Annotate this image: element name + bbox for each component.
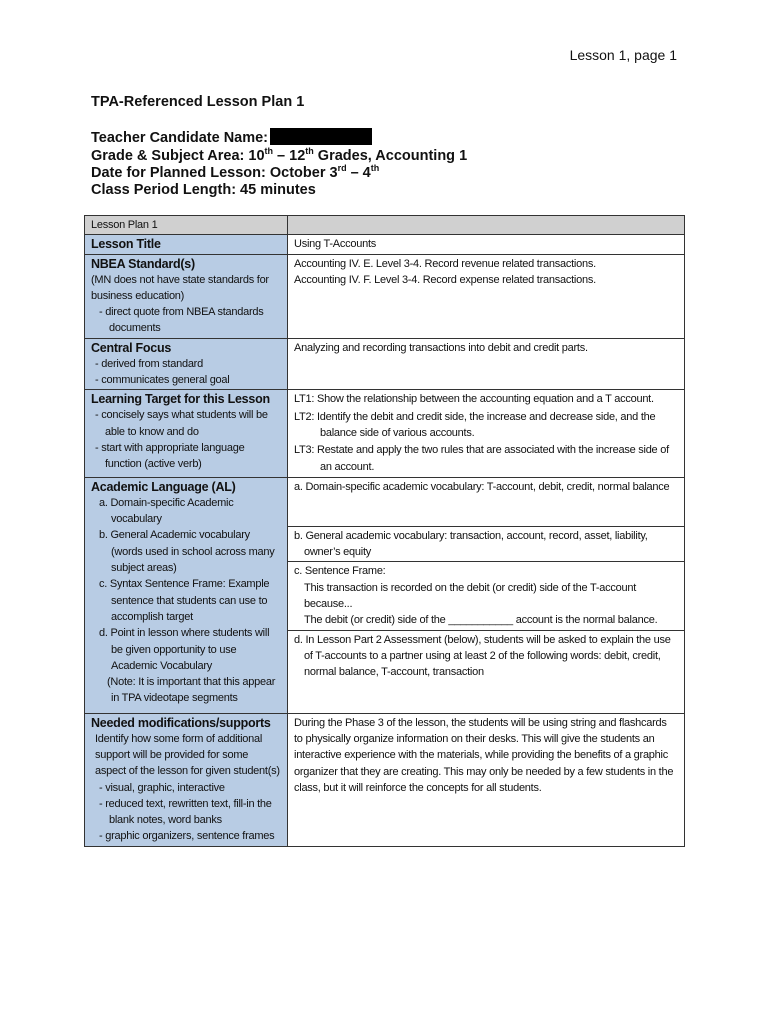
learning-target-lt2: LT2: Identify the debit and credit side, the increase and decrease side, and the balance side of various accounts.	[294, 410, 656, 439]
learning-target-values-cell	[288, 390, 685, 477]
date-line	[91, 163, 379, 181]
grade-sup-2: th	[305, 146, 314, 156]
nbea-note-2: - direct quote from NBEA standards documents	[99, 306, 264, 335]
grade-rest: Grades, Accounting 1	[313, 147, 468, 164]
modifications-note-1: - visual, graphic, interactive	[99, 781, 225, 794]
class-period-line: Class Period Length: 45 minutes	[91, 182, 316, 198]
central-focus-note-2: - communicates general goal	[95, 374, 230, 387]
al-answer-a-cell	[288, 477, 685, 526]
date-sup-1: rd	[337, 163, 347, 173]
grade-sup-1: th	[264, 146, 274, 156]
modifications-label: Needed modifications/supports	[91, 715, 271, 730]
table-header-label: Lesson Plan 1	[85, 216, 288, 235]
lesson-title-label-cell	[85, 235, 288, 254]
lesson-title-label: Lesson Title	[91, 237, 161, 252]
academic-language-label-cell	[85, 477, 288, 713]
al-answer-a: a. Domain-specific academic vocabulary: T-account, debit, credit, normal balance	[294, 480, 670, 493]
al-note-c: c. Syntax Sentence Frame: Example sentence that students can use to accomplish target	[99, 578, 270, 623]
al-answer-d: d. In Lesson Part 2 Assessment (below), students will be asked to explain the use of T-accounts to a partner using at least 2 of the following words: debit, credit, normal balance, T-account, transaction	[294, 633, 671, 679]
table-header-blank	[288, 216, 685, 235]
date-mid: – 4	[346, 164, 371, 181]
nbea-row	[85, 254, 685, 338]
nbea-label-cell	[85, 254, 288, 338]
page-number: Lesson 1, page 1	[569, 47, 677, 63]
nbea-value-2: Accounting IV. F. Level 3-4. Record expense related transactions.	[294, 273, 596, 286]
lesson-title-value: Using T-Accounts	[288, 235, 685, 254]
central-focus-label-cell	[85, 338, 288, 390]
learning-target-note-2: - start with appropriate language function (active verb)	[95, 441, 245, 471]
al-note-a: a. Domain-specific Academic vocabulary	[99, 496, 234, 526]
nbea-values-cell	[288, 254, 685, 338]
modifications-note-3: - graphic organizers, sentence frames	[99, 830, 275, 843]
al-answer-b-cell	[288, 526, 685, 562]
learning-target-label: Learning Target for this Lesson	[91, 392, 270, 407]
teacher-name-label: Teacher Candidate Name:	[91, 130, 269, 146]
nbea-note-1: (MN does not have state standards for business education)	[91, 273, 269, 302]
al-sentence-frame-2: The debit (or credit) side of the ___________ account is the normal balance.	[304, 614, 658, 627]
al-note-videotape: (Note: It is important that this appear in TPA videotape segments	[107, 676, 276, 705]
learning-target-lt3: LT3: Restate and apply the two rules that are associated with the increase side of an account.	[294, 444, 669, 473]
grade-mid: – 12	[273, 147, 306, 164]
learning-target-row	[85, 390, 685, 477]
central-focus-label: Central Focus	[91, 340, 172, 355]
teacher-name-line	[91, 128, 372, 146]
learning-target-note-1: - concisely says what students will be able to know and do	[95, 409, 268, 438]
al-answer-b: b. General academic vocabulary: transaction, account, record, asset, liability, owner’s equity	[294, 529, 648, 559]
al-note-b: b. General Academic vocabulary (words used in school across many subject areas)	[99, 529, 275, 575]
nbea-value-1: Accounting IV. E. Level 3-4. Record revenue related transactions.	[294, 257, 596, 270]
date-label: Date for Planned Lesson: October 3	[91, 164, 338, 181]
date-sup-2: th	[370, 163, 380, 173]
al-sentence-frame-1: This transaction is recorded on the debit (or credit) side of the T-account because...	[304, 581, 637, 611]
learning-target-lt1: LT1: Show the relationship between the accounting equation and a T account.	[294, 393, 654, 406]
central-focus-value: Analyzing and recording transactions into debit and credit parts.	[288, 338, 685, 390]
al-note-d: d. Point in lesson where students will be given opportunity to use Academic Vocabulary	[99, 627, 270, 672]
modifications-row	[85, 713, 685, 846]
nbea-label: NBEA Standard(s)	[91, 256, 195, 271]
grade-subject-line	[91, 146, 467, 164]
al-answer-c-cell	[288, 562, 685, 630]
central-focus-row	[85, 338, 685, 390]
academic-language-label: Academic Language (AL)	[91, 479, 236, 494]
modifications-value: During the Phase 3 of the lesson, the students will be using string and flashcards to physically organize information on their desks. This will give the students an interactive experience with the materials, while providing the benefits of a graphic organizer that they are creating. This may only be needed by a few students in the class, but it will reinforce the concepts for all students.	[288, 713, 685, 846]
lesson-title-row	[85, 235, 685, 254]
table-header-row	[85, 216, 685, 235]
modifications-label-cell	[85, 713, 288, 846]
academic-language-row-a	[85, 477, 685, 526]
learning-target-label-cell	[85, 390, 288, 477]
al-answer-d-cell	[288, 630, 685, 713]
modifications-intro: Identify how some form of additional support will be provided for some aspect of the lesson for given student(s)	[95, 732, 280, 778]
al-answer-c-label: c. Sentence Frame:	[294, 565, 386, 578]
central-focus-note-1: - derived from standard	[95, 357, 203, 370]
lesson-plan-table	[84, 215, 685, 847]
modifications-note-2: - reduced text, rewritten text, fill-in the blank notes, word banks	[99, 797, 272, 827]
document-title: TPA-Referenced Lesson Plan 1	[91, 94, 305, 110]
redaction-bar	[270, 128, 372, 145]
grade-label: Grade & Subject Area: 10	[91, 147, 265, 164]
